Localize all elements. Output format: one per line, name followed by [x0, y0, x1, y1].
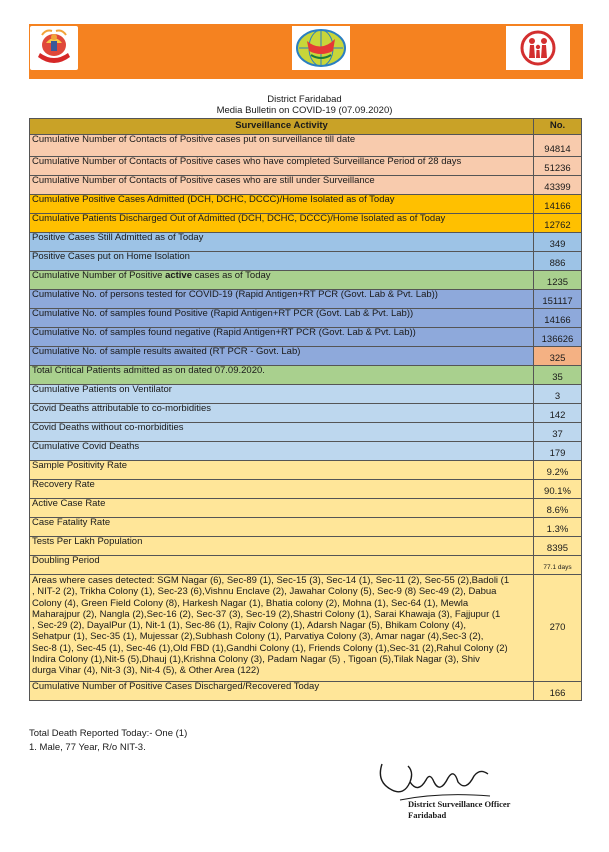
emblem-icon: [32, 27, 76, 69]
areas-line: Sec-8 (1), Sec-45 (1), Sec-46 (1),Old FBD (1),Gandhi Colony (1), Friends Colony (1),Sec-31 (2),Rahul Colony (2): [32, 642, 508, 654]
table-row: [30, 195, 582, 214]
row-label: Covid Deaths without co-morbidities: [30, 423, 534, 442]
table-row: [30, 461, 582, 480]
row-value: 94814: [534, 135, 582, 157]
table-row: [30, 537, 582, 556]
table-row: [30, 176, 582, 195]
table-row: [30, 328, 582, 347]
areas-line: Areas where cases detected: SGM Nagar (6), Sec-89 (1), Sec-15 (3), Sec-14 (1), Sec-11 (2), Sec-55 (2),Badoli (1: [32, 575, 510, 586]
family-welfare-logo: [506, 26, 570, 70]
table-row: [30, 556, 582, 575]
row-label: Doubling Period: [30, 556, 534, 575]
areas-line: Sehatpur (1), Sec-35 (1), Mujessar (2),Subhash Colony (1), Parvatiya Colony (3), Amar nagar (4),Sec-3 (2),: [32, 631, 484, 643]
row-label: Cumulative Number of Contacts of Positive cases put on surveillance till date: [30, 135, 534, 157]
row-label: Recovery Rate: [30, 480, 534, 499]
row-label-start: Cumulative Number of Positive: [32, 270, 166, 281]
row-label: Positive Cases Still Admitted as of Today: [30, 233, 534, 252]
row-value: 151117: [534, 290, 582, 309]
row-label: Active Case Rate: [30, 499, 534, 518]
death-detail-text: 1. Male, 77 Year, R/o NIT-3.: [29, 742, 146, 753]
table-row: [30, 480, 582, 499]
row-label: Total Critical Patients admitted as on dated 07.09.2020.: [30, 366, 534, 385]
areas-value: 270: [534, 575, 582, 682]
row-label: Case Fatality Rate: [30, 518, 534, 537]
table-row: [30, 385, 582, 404]
row-label: [30, 271, 534, 290]
signature-place: Faridabad: [408, 810, 447, 820]
areas-row: [30, 575, 582, 682]
table-header-row: [30, 119, 582, 135]
row-value: 35: [534, 366, 582, 385]
row-label: Cumulative No. of persons tested for COVID-19 (Rapid Antigen+RT PCR (Govt. Lab & Pvt. Lab)): [30, 290, 534, 309]
row-label: Cumulative Positive Cases Admitted (DCH, DCHC, DCCC)/Home Isolated as of Today: [30, 195, 534, 214]
row-label: Cumulative No. of samples found negative (Rapid Antigen+RT PCR (Govt. Lab & Pvt. Lab)): [30, 328, 534, 347]
table-row: [30, 404, 582, 423]
areas-line: Maharajpur (2), Nangla (2),Sec-16 (2), Sec-37 (3), Sec-19 (2),Shastri Colony (1), Sarai Khawaja (3), Fajjupur (1: [32, 608, 501, 620]
row-label: Cumulative Number of Contacts of Positive cases who are still under Surveillance: [30, 176, 534, 195]
bulletin-title: Media Bulletin on COVID-19 (07.09.2020): [216, 105, 393, 116]
row-value: 325: [534, 347, 582, 366]
row-value: 349: [534, 233, 582, 252]
row-label: Cumulative Number of Contacts of Positive cases who have completed Surveillance Period of 28 days: [30, 157, 534, 176]
row-label: Cumulative No. of samples found Positive (Rapid Antigen+RT PCR (Govt. Lab & Pvt. Lab)): [30, 309, 534, 328]
areas-line: , NIT-2 (2), Trikha Colony (1), Sec-23 (6),Vishnu Enclave (2), Jawahar Colony (5), Sec-9 (8) Sec-49 (2), Dabua: [32, 586, 497, 598]
table-row: [30, 135, 582, 157]
areas-line: , Sec-29 (2), DayalPur (1), Nit-1 (1), Sec-86 (1), Rajiv Colony (1), Adarsh Nagar (5), Bhikam Colony (4),: [32, 620, 466, 632]
row-label: Cumulative Patients on Ventilator: [30, 385, 534, 404]
row-label: Tests Per Lakh Population: [30, 537, 534, 556]
table-row: [30, 366, 582, 385]
family-icon: [518, 28, 558, 68]
row-value: 179: [534, 442, 582, 461]
row-value: 886: [534, 252, 582, 271]
table-row: [30, 347, 582, 366]
table-body: [30, 135, 582, 701]
nhm-globe-logo: [292, 26, 350, 70]
areas-line: Colony (4), Green Field Colony (8), Harkesh Nagar (1), Bhatia colony (2), Mohna (1), Sec-64 (1), Mewla: [32, 597, 469, 609]
row-value: 8.6%: [534, 499, 582, 518]
table-row: [30, 252, 582, 271]
row-label: Cumulative Patients Discharged Out of Admitted (DCH, DCHC, DCCC)/Home Isolated as of Today: [30, 214, 534, 233]
row-label: Positive Cases put on Home Isolation: [30, 252, 534, 271]
row-value: 51236: [534, 157, 582, 176]
row-value: 14166: [534, 309, 582, 328]
row-value: 9.2%: [534, 461, 582, 480]
table-row: [30, 214, 582, 233]
table-row: [30, 271, 582, 290]
row-value: 12762: [534, 214, 582, 233]
row-value: 37: [534, 423, 582, 442]
table-row: [30, 157, 582, 176]
row-value: 14166: [534, 195, 582, 214]
haryana-emblem-logo: [30, 26, 78, 70]
row-value: 8395: [534, 537, 582, 556]
row-value: 90.1%: [534, 480, 582, 499]
count-column-header: No.: [534, 119, 582, 135]
discharged-today-row: [30, 682, 582, 701]
row-value: 1.3%: [534, 518, 582, 537]
table-row: [30, 518, 582, 537]
row-value: 136626: [534, 328, 582, 347]
surveillance-table: [29, 118, 582, 701]
row-label: Cumulative Covid Deaths: [30, 442, 534, 461]
row-value: 166: [534, 682, 582, 701]
row-label: Sample Positivity Rate: [30, 461, 534, 480]
areas-line: durga Vihar (4), Nit-3 (3), Nit-4 (5), & Other Area (122): [32, 665, 260, 677]
row-label-emphasis: active: [165, 270, 192, 281]
deaths-today-text: Total Death Reported Today:- One (1): [29, 728, 188, 739]
row-value: 3: [534, 385, 582, 404]
areas-list: [30, 575, 534, 682]
row-value: 77.1 days: [534, 556, 582, 575]
table-row: [30, 423, 582, 442]
signature-title: District Surveillance Officer: [408, 799, 511, 809]
district-title: District Faridabad: [267, 94, 342, 105]
table-row: [30, 499, 582, 518]
row-label: Cumulative No. of sample results awaited (RT PCR - Govt. Lab): [30, 347, 534, 366]
areas-line: Indira Colony (1),Nit-5 (5),Dhauj (1),Krishna Colony (3), Padam Nagar (5) , Tigoan (5),Tilak Nagar (3), Shiv: [32, 654, 480, 666]
row-value: 43399: [534, 176, 582, 195]
row-label: Cumulative Number of Positive Cases Discharged/Recovered Today: [30, 682, 534, 701]
table-row: [30, 233, 582, 252]
globe-icon: [293, 27, 349, 69]
table-row: [30, 309, 582, 328]
row-label: Covid Deaths attributable to co-morbidities: [30, 404, 534, 423]
row-label-end: cases as of Today: [192, 270, 271, 281]
row-value: 1235: [534, 271, 582, 290]
table-row: [30, 442, 582, 461]
row-value: 142: [534, 404, 582, 423]
activity-column-header: Surveillance Activity: [30, 119, 534, 135]
table-row: [30, 290, 582, 309]
